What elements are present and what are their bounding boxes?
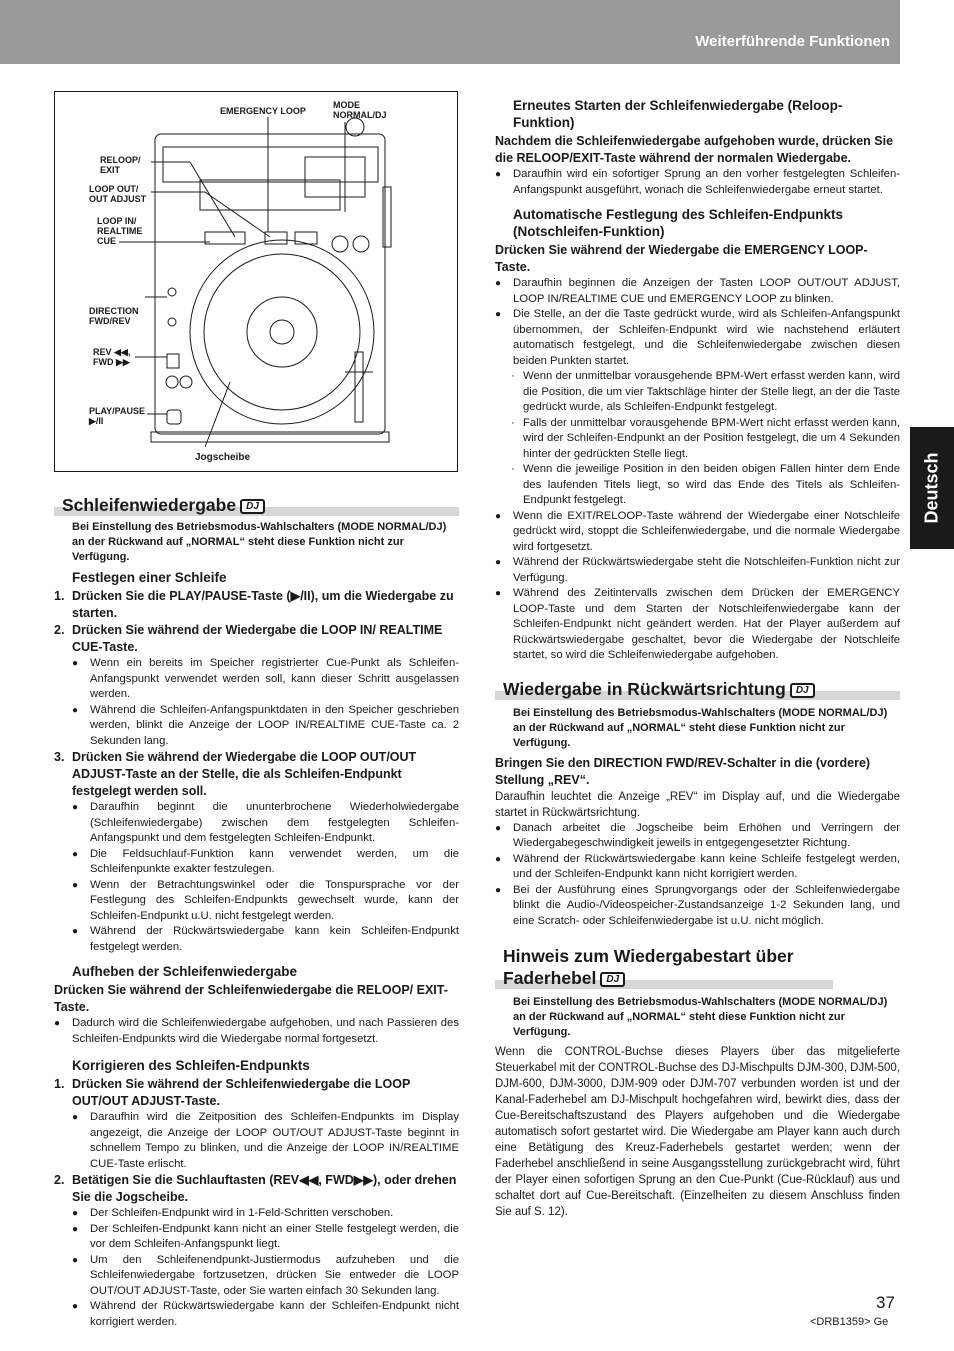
left-column (54, 494, 459, 1330)
language-tab-label: Deutsch (921, 452, 942, 524)
header-title: Weiterführende Funktionen (695, 33, 890, 50)
instruction: Nachdem die Schleifenwiedergabe aufgehoben wurde, drücken Sie die RELOOP/EXIT-Taste während der normalen Wiedergabe. (495, 134, 894, 165)
subhead-korrigieren: Korrigieren des Schleifen-Endpunkts (72, 1058, 310, 1073)
label-play-pause: PLAY/PAUSE ▶/II (89, 406, 146, 426)
subhead-reloop: Erneutes Starten der Schleifenwiedergabe (Reloop-Funktion) (513, 98, 843, 130)
bullet: ● Wenn die EXIT/RELOOP-Taste während der Wiedergabe einer Notschleife gedrückt wird, stoppt die Schleifenwiedergabe, und die normale Wiedergabe wird fortgesetzt. (495, 509, 900, 556)
dj-badge: DJ (790, 683, 815, 698)
section-title-loop-text: Schleifenwiedergabe (62, 495, 237, 515)
step-2: 2. Drücken Sie während der Wiedergabe die LOOP IN/ REALTIME CUE-Taste. (54, 623, 443, 654)
label-jog: Jogscheibe (195, 452, 251, 463)
sub-bullet: · Falls der unmittelbar vorausgehende BPM-Wert nicht erfasst werden kann, wird der Schleifen-Endpunkt an der Position festgelegt, die um 4 Sekunden hinter der gedrückten Stelle liegt. (495, 416, 900, 463)
label-reloop: RELOOP/ EXIT (100, 155, 141, 175)
step-1: 1. Drücken Sie während der Schleifenwiedergabe die LOOP OUT/OUT ADJUST-Taste. (54, 1077, 411, 1108)
bullet: ● Daraufhin beginnen die Anzeigen der Tasten LOOP OUT/OUT ADJUST, LOOP IN/REALTIME CUE und EMERGENCY LOOP zu blinken. (495, 276, 900, 307)
bullet: ● Während der Rückwärtswiedergabe kann der Schleifen-Endpunkt nicht korrigiert werden. (54, 1299, 459, 1330)
section-title-reverse (495, 678, 900, 700)
mode-note: Bei Einstellung des Betriebsmodus-Wahlschalters (MODE NORMAL/DJ) an der Rückwand auf „NORMAL“ steht diese Funktion nicht zur Verfügung. (72, 521, 447, 563)
step-2: 2. Betätigen Sie die Suchlauftasten (REV◀◀, FWD▶▶), oder drehen Sie die Jogscheibe. (54, 1173, 457, 1204)
label-mode: MODE NORMAL/DJ (333, 100, 387, 120)
bullet: ● Während der Rückwärtswiedergabe steht die Notschleifen-Funktion nicht zur Verfügung. (495, 555, 900, 586)
bullet: ● Um den Schleifenendpunkt-Justiermodus aufzuheben und die Schleifenwiedergabe fortzusetzen, drücken Sie entweder die LOOP OUT/OUT ADJUST-Taste, oder Sie warten einfach 30 Sekunden lang. (54, 1253, 459, 1300)
section-title-reverse-text: Wiedergabe in Rückwärtsrichtung (503, 678, 786, 699)
instruction: Bringen Sie den DIRECTION FWD/REV-Schalter in die (vordere) Stellung „REV“. (495, 755, 871, 787)
step-1: 1. Drücken Sie die PLAY/PAUSE-Taste (▶/II), um die Wiedergabe zu starten. (54, 589, 454, 620)
dj-badge: DJ (600, 972, 625, 987)
label-emergency-loop: EMERGENCY LOOP (220, 106, 306, 116)
bullet: ● Daraufhin beginnt die ununterbrochene Wiederholwiedergabe (Schleifenwiedergabe) zwischen dem festgelegten Schleifen-Anfangspunkt und dem festgelegten Schleifen-Endpunkt. (54, 800, 459, 847)
label-direction: DIRECTION FWD/REV (89, 306, 139, 326)
dj-badge: DJ (240, 499, 265, 514)
bullet: ● Wenn ein bereits im Speicher registrierter Cue-Punkt als Schleifen-Anfangspunkt verwendet werden soll, kann dieser Schritt ausgelassen werden. (54, 656, 459, 703)
paragraph: Wenn die CONTROL-Buchse dieses Players über das mitgelieferte Steuerkabel mit der CONTROL-Buchse des DJ-Mischpults DJM-300, DJM-500, DJM-600, DJM-3000, DJM-909 oder DJM-707 verbunden worden ist und der Kanal-Faderhebel am DJ-Mischpult hochgefahren wird, bewirkt dies, dass der Cue-Bereitschaftszustand des Players aufgehoben und die Wiedergabe automatisch sofort gestartet wird. Die Wiedergabe am Player kann auch durch eine Betätigung des Kreuz-Faderhebels gestartet werden; wenn der Faderhebel anschließend in seine Ausgangsstellung zurückgebracht wird, führt der Player einen sofortigen Sprung an den Cue-Punkt (Cue-Rücklauf) aus und schaltet dort auf Cue-Bereitschaft. (Einzelheiten zu diesem Anschluss finden Sie auf S. 12). (495, 1046, 900, 1218)
bullet: ● Daraufhin wird die Zeitposition des Schleifen-Endpunkts im Display angezeigt, die Anzeige der LOOP OUT/OUT ADJUST-Taste beginnt in schnellem Tempo zu blinken, und die Anzeige der LOOP IN/REALTIME CUE-Taste erlischt. (54, 1110, 459, 1172)
label-loop-in: LOOP IN/ REALTIME CUE (97, 216, 143, 246)
bullet: ● Die Feldsuchlauf-Funktion kann verwendet werden, um die Schleifenpunkte exakter festzulegen. (54, 847, 459, 878)
mode-note: Bei Einstellung des Betriebsmodus-Wahlschalters (MODE NORMAL/DJ) an der Rückwand auf „NORMAL“ steht diese Funktion nicht zur Verfügung. (513, 706, 888, 749)
subhead-auto: Automatische Festlegung des Schleifen-Endpunkts (Notschleifen-Funktion) (513, 207, 844, 239)
subhead-festlegen: Festlegen einer Schleife (72, 570, 227, 585)
bullet: ● Während der Rückwärtswiedergabe kann kein Schleifen-Endpunkt festgelegt werden. (54, 924, 459, 955)
bullet: ● Der Schleifen-Endpunkt wird in 1-Feld-Schritten verschoben. (54, 1206, 459, 1222)
bullet: ● Daraufhin wird ein sofortiger Sprung an den vorher festgelegten Schleifen-Anfangspunkt ausgeführt, wonach die Schleifenwiedergabe erneut startet. (495, 167, 900, 198)
bullet: ● Bei der Ausführung eines Sprungvorgangs oder der Schleifenwiedergabe blinkt die Audio-/Videospeicher-Zustandsanzeige 1-2 Sekunden lang, und eine Scratch- oder Schleifenwiedergabe ist u.U. nicht möglich. (495, 883, 900, 930)
page-header (0, 0, 900, 64)
bullet: ● Wenn der Betrachtungswinkel oder die Tonspursprache vor der Festlegung des Schleifen-Endpunkts gewechselt wurde, kann der Schleifen-Endpunkt u.U. nicht festgelegt werden. (54, 878, 459, 925)
sub-bullet: · Wenn der unmittelbar vorausgehende BPM-Wert erfasst werden kann, wird die Position, die um vier Taktschläge hinter der Stelle liegt, an der die Taste gedrückt wurde, als Schleifen-Endpunkt festgelegt. (495, 369, 900, 416)
subhead-aufheben: Aufheben der Schleifenwiedergabe (72, 964, 298, 979)
sub-bullet: · Wenn die jeweilige Position in den beiden obigen Fällen hinter dem Ende des laufenden Titels liegt, so wird das Ende des Titels als Schleifen-Endpunkt festgelegt. (495, 462, 900, 509)
label-rev-fwd: REV ◀◀, FWD ▶▶ (93, 347, 131, 367)
paragraph: Daraufhin leuchtet die Anzeige „REV“ im Display auf, und die Wiedergabe startet in Rückwärtsrichtung. (495, 790, 900, 819)
mode-note: Bei Einstellung des Betriebsmodus-Wahlschalters (MODE NORMAL/DJ) an der Rückwand auf „NORMAL“ steht diese Funktion nicht zur Verfügung. (513, 996, 888, 1038)
section-title-fader (495, 945, 833, 989)
instruction: Drücken Sie während der Wiedergabe die EMERGENCY LOOP-Taste. (495, 243, 868, 274)
section-title-loop (54, 494, 459, 516)
bullet: ● Der Schleifen-Endpunkt kann nicht an einer Stelle festgelegt werden, die vor dem Schleifen-Anfangspunkt liegt. (54, 1222, 459, 1253)
instruction: Drücken Sie während der Schleifenwiedergabe die RELOOP/ EXIT-Taste. (54, 983, 448, 1014)
bullet: ● Während des Zeitintervalls zwischen dem Drücken der EMERGENCY LOOP-Taste und dem Starten der Notschleifenwiedergabe kann der Schleifen-Endpunkt nicht geändert werden. Hat der Player außerdem auf Rückwärtswiedergabe geschaltet, bevor die Wiedergabe der Notschleife startet, so wird die Schleifenwiedergabe aufgehoben. (495, 586, 900, 664)
bullet: ● Die Stelle, an der die Taste gedrückt wurde, wird als Schleifen-Anfangspunkt übernommen, der Schleifen-Endpunkt wird wie nachstehend erläutert automatisch festgelegt, und die Schleifenwiedergabe zwischen diesen beiden Punkten startet. (495, 307, 900, 369)
right-column (495, 97, 900, 1220)
bullet: ● Dadurch wird die Schleifenwiedergabe aufgehoben, und nach Passieren des Schleifen-Endpunkts wird die Wiedergabe normal fortgesetzt. (54, 1016, 459, 1047)
section-title-fader-text: Hinweis zum Wiedergabestart über Faderhebel (503, 946, 794, 988)
document-code: <DRB1359> Ge (810, 1316, 889, 1328)
label-loop-out: LOOP OUT/ OUT ADJUST (89, 184, 147, 204)
language-tab (910, 427, 954, 549)
step-3: 3. Drücken Sie während der Wiedergabe die LOOP OUT/OUT ADJUST-Taste an der Stelle, die als Schleifen-Endpunkt festgelegt werden soll. (54, 750, 417, 798)
bullet: ● Während die Schleifen-Anfangspunktdaten in den Speicher geschrieben werden, blinkt die Anzeige der LOOP IN/REALTIME CUE-Taste ca. 2 Sekunden lang. (54, 703, 459, 750)
bullet: ● Während der Rückwärtswiedergabe kann keine Schleife festgelegt werden, und der Schleifen-Endpunkt kann nicht korrigiert werden. (495, 852, 900, 883)
device-figure (54, 91, 458, 472)
bullet: ● Danach arbeitet die Jogscheibe beim Erhöhen und Verringern der Wiedergabegeschwindigkeit jeweils in entgegengesetzter Richtung. (495, 821, 900, 852)
page-number: 37 (876, 1293, 895, 1312)
